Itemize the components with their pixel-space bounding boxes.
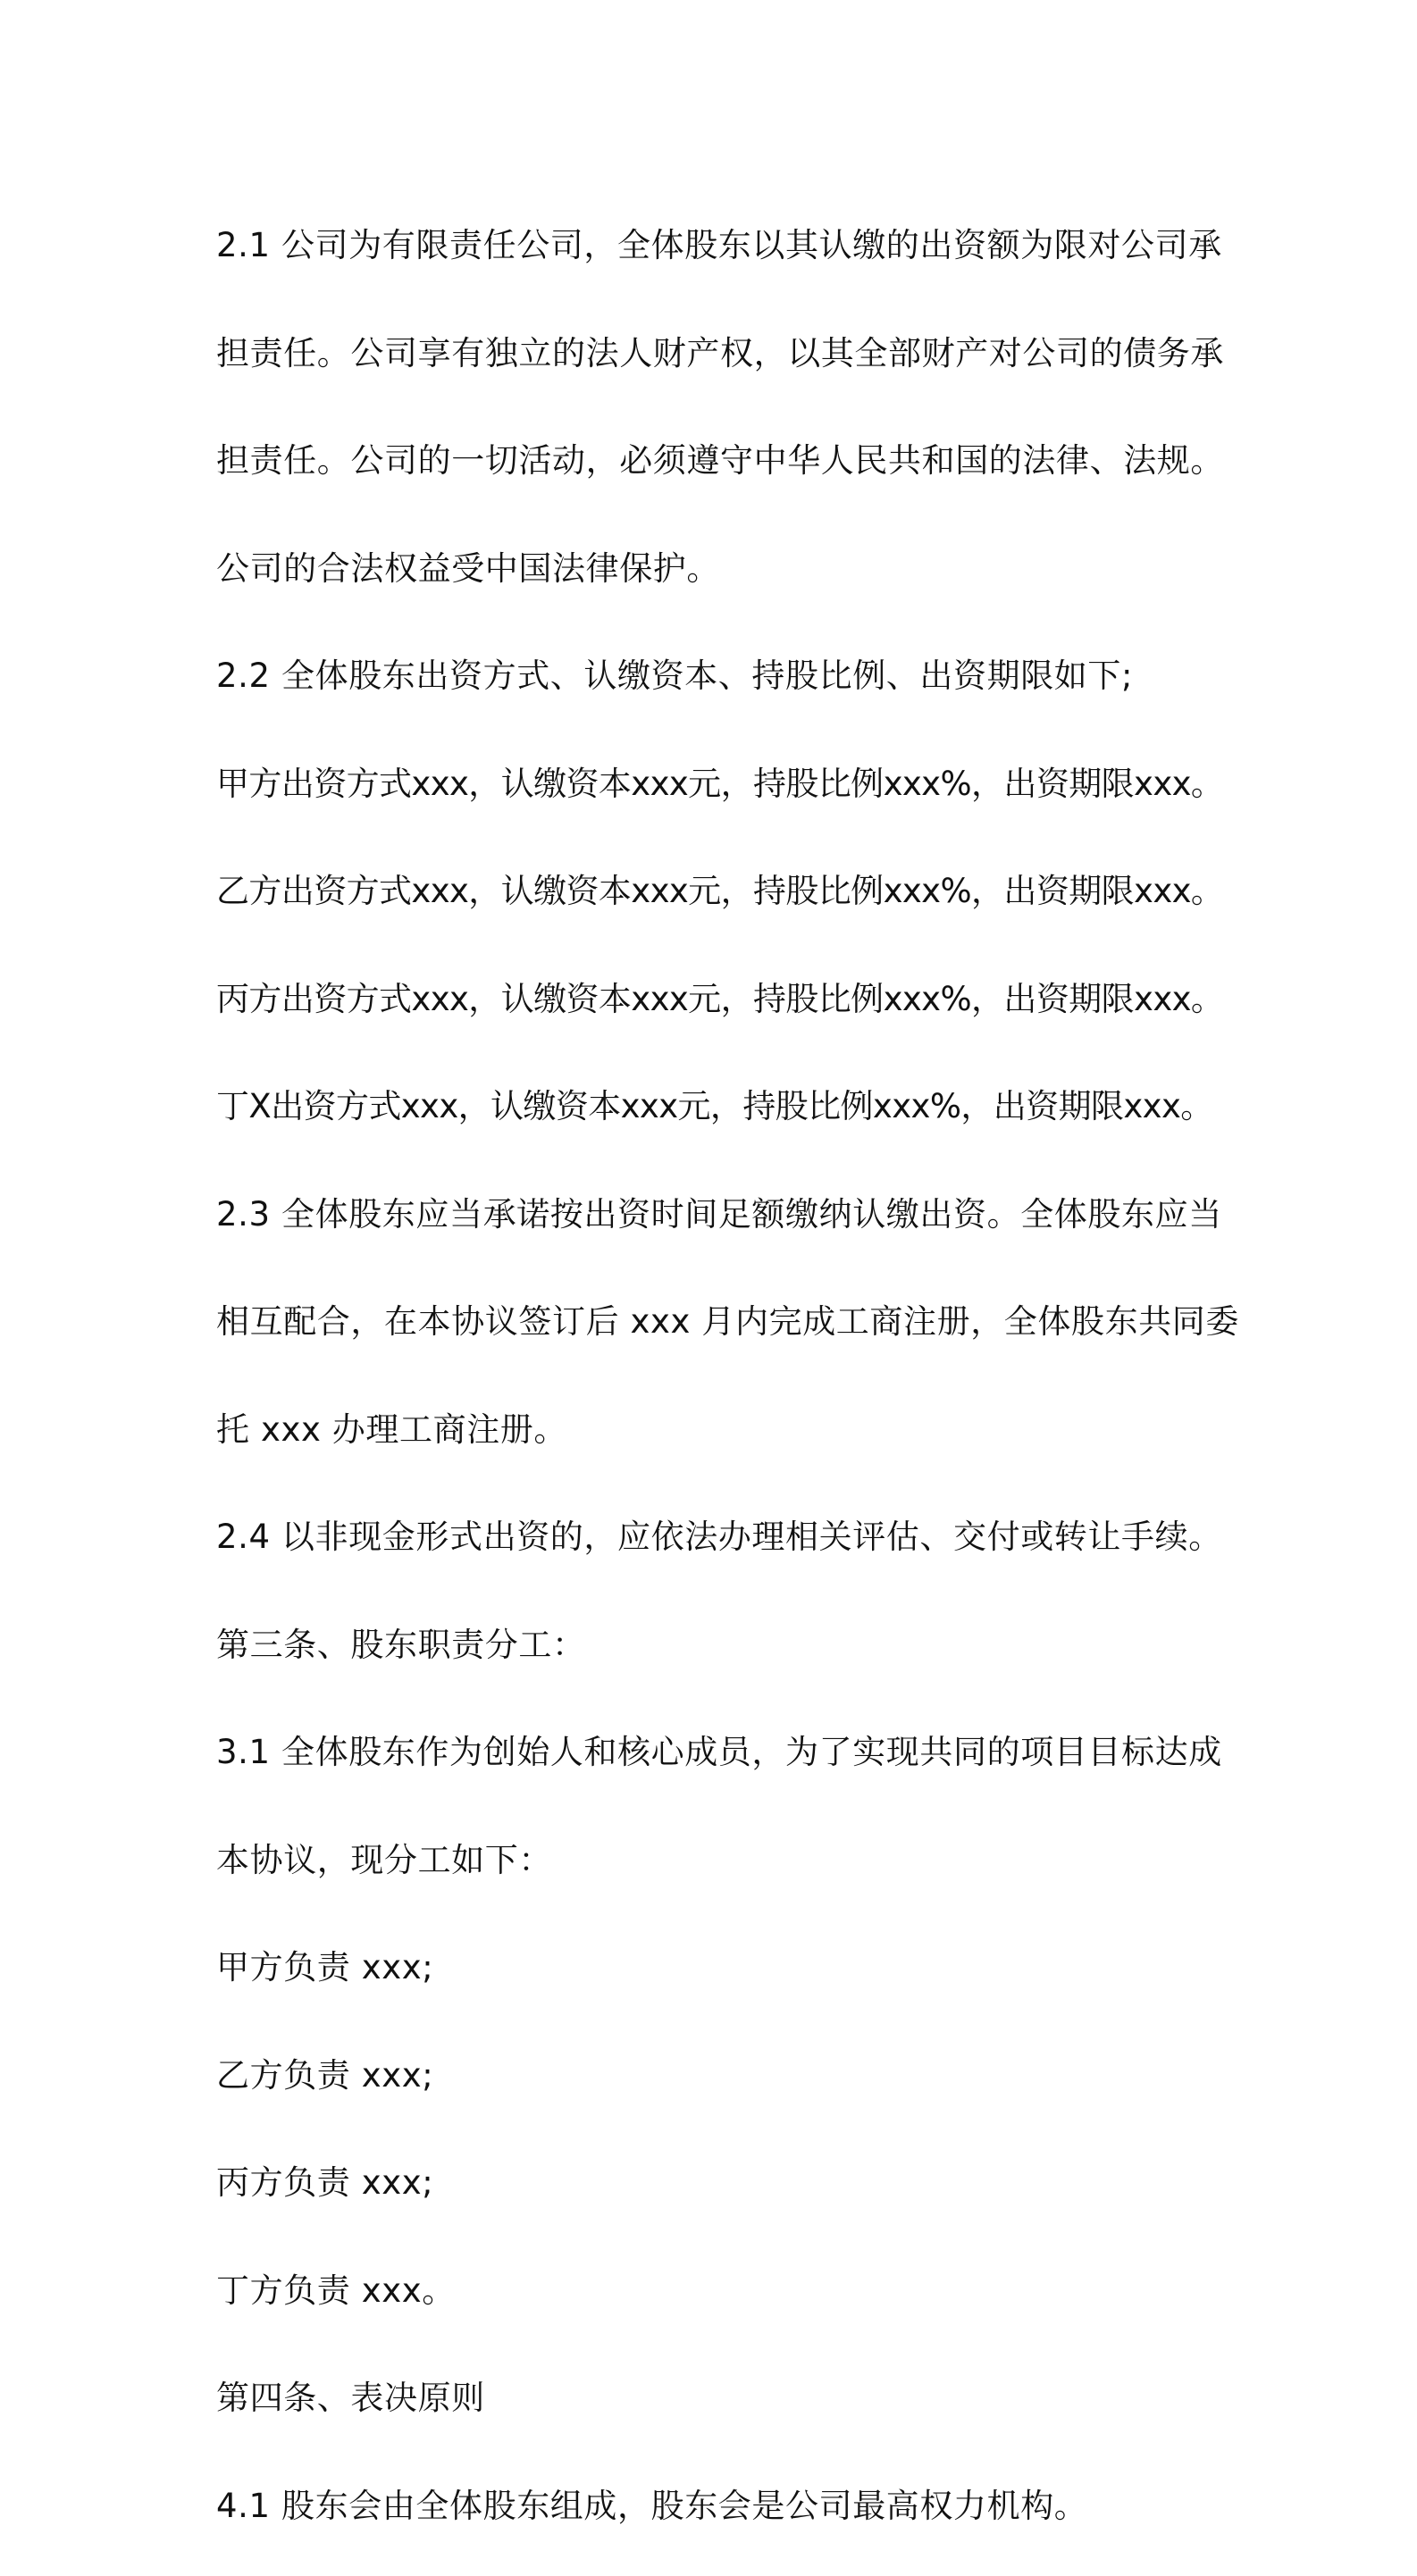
document-body: [216, 175, 1240, 2576]
party-b-duty: 乙方负责 xxx;: [216, 2055, 434, 2095]
paragraph-2-1-line-4: 公司的合法权益受中国法律保护。: [216, 548, 720, 588]
party-a-contribution: 甲方出资方式xxx，认缴资本xxx元，持股比例xxx%，出资期限xxx。: [216, 764, 1224, 803]
article-4-heading: 第四条、表决原则: [216, 2379, 485, 2417]
party-d-contribution: 丁X出资方式xxx，认缴资本xxx元，持股比例xxx%，出资期限xxx。: [216, 1087, 1213, 1125]
paragraph-2-4: 2.4 以非现金形式出资的，应依法办理相关评估、交付或转让手续。: [216, 1518, 1222, 1556]
paragraph-2-3-line-3: 托 xxx 办理工商注册。: [216, 1409, 568, 1449]
party-c-duty: 丙方负责 xxx;: [216, 2163, 434, 2202]
party-d-duty: 丁方负责 xxx。: [216, 2271, 456, 2310]
party-a-duty: 甲方负责 xxx;: [216, 1948, 434, 1986]
paragraph-3-1-line-1: 3.1 全体股东作为创始人和核心成员，为了实现共同的项目目标达成: [216, 1733, 1222, 1771]
article-3-heading: 第三条、股东职责分工：: [216, 1625, 586, 1664]
paragraph-2-3-line-2: 相互配合，在本协议签订后 xxx 月内完成工商注册，全体股东共同委: [216, 1302, 1240, 1341]
party-b-contribution: 乙方出资方式xxx，认缴资本xxx元，持股比例xxx%，出资期限xxx。: [216, 872, 1224, 910]
paragraph-2-3-line-1: 2.3 全体股东应当承诺按出资时间足额缴纳认缴出资。全体股东应当: [216, 1194, 1222, 1234]
paragraph-2-1-line-1: 2.1 公司为有限责任公司，全体股东以其认缴的出资额为限对公司承: [216, 226, 1222, 264]
paragraph-2-1-line-3: 担责任。公司的一切活动，必须遵守中华人民共和国的法律、法规。: [216, 441, 1224, 480]
paragraph-2-1-line-2: 担责任。公司享有独立的法人财产权，以其全部财产对公司的债务承: [216, 333, 1224, 372]
paragraph-2-2-heading: 2.2 全体股东出资方式、认缴资本、持股比例、出资期限如下;: [216, 657, 1134, 695]
paragraph-4-1: 4.1 股东会由全体股东组成，股东会是公司最高权力机构。: [216, 2486, 1088, 2525]
party-c-contribution: 丙方出资方式xxx，认缴资本xxx元，持股比例xxx%，出资期限xxx。: [216, 979, 1224, 1018]
paragraph-3-1-line-2: 本协议，现分工如下：: [216, 1840, 552, 1879]
